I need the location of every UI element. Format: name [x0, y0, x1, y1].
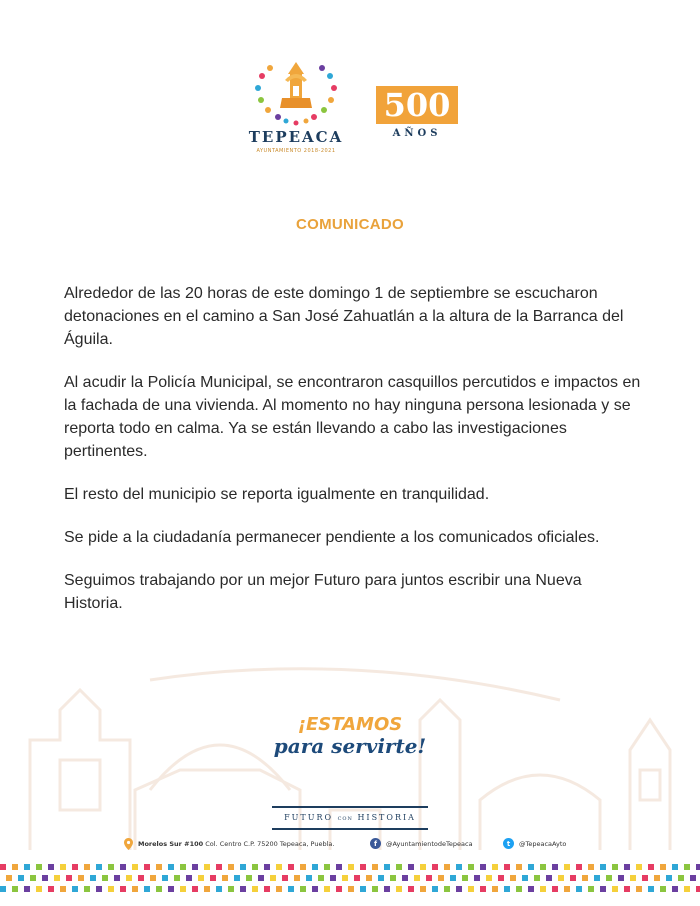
location-pin-icon [124, 838, 133, 850]
address-street: Morelos Sur #100 [138, 840, 204, 848]
address [124, 838, 334, 850]
slogan-line-2: para servirte! [273, 734, 427, 758]
document-body [64, 282, 642, 635]
municipality-subtitle: AYUNTAMIENTO 2018-2021 [256, 148, 336, 154]
slogan-line-1: ¡ESTAMOS [297, 714, 403, 735]
address-rest: Col. Centro C.P. 75200 Tepeaca, Puebla. [205, 840, 335, 848]
tagline-mid: CON [337, 816, 353, 822]
twitter-text: @TepeacaAyto [519, 839, 567, 848]
facebook-text: @AyuntamientodeTepeaca [386, 839, 473, 848]
contact-bar [0, 838, 700, 854]
tepeaca-emblem-icon [252, 58, 340, 126]
paragraph: El resto del municipio se reporta igualmente en tranquilidad. [64, 486, 490, 503]
paragraph: Al acudir la Policía Municipal, se encontraron casquillos percutidos e impactos en la fachada de una vivienda. Al momento no hay ninguna persona lesionada y se reporta todo en calma. Ya se están llevando a cabo las investigaciones pertinentes. [64, 374, 641, 460]
facebook-icon: f [370, 838, 381, 849]
tagline-right: HISTORIA [357, 813, 416, 822]
paragraph: Alrededor de las 20 horas de este domingo 1 de septiembre se escucharon detonaciones en el camino a San José Zahuatlán a la altura de la Barranca del Águila. [64, 285, 624, 348]
tagline-left: FUTURO [284, 813, 334, 822]
anniversary-word: AÑOS [392, 128, 442, 139]
document-title: COMUNICADO [296, 216, 404, 233]
paragraph: Se pide a la ciudadanía permanecer pendiente a los comunicados oficiales. [64, 529, 600, 546]
tepeaca-logo [238, 58, 354, 158]
tagline-banner [272, 806, 428, 830]
twitter-icon: t [503, 838, 514, 849]
paragraph: Seguimos trabajando por un mejor Futuro para juntos escribir una Nueva Historia. [64, 572, 582, 612]
anniversary-logo [376, 86, 458, 139]
twitter-handle[interactable] [503, 838, 566, 849]
facebook-handle[interactable] [370, 838, 473, 849]
slogan [250, 714, 450, 758]
anniversary-number: 500 [376, 86, 458, 124]
decorative-border-pattern [0, 860, 700, 900]
municipality-name: TEPEACA [248, 128, 344, 146]
